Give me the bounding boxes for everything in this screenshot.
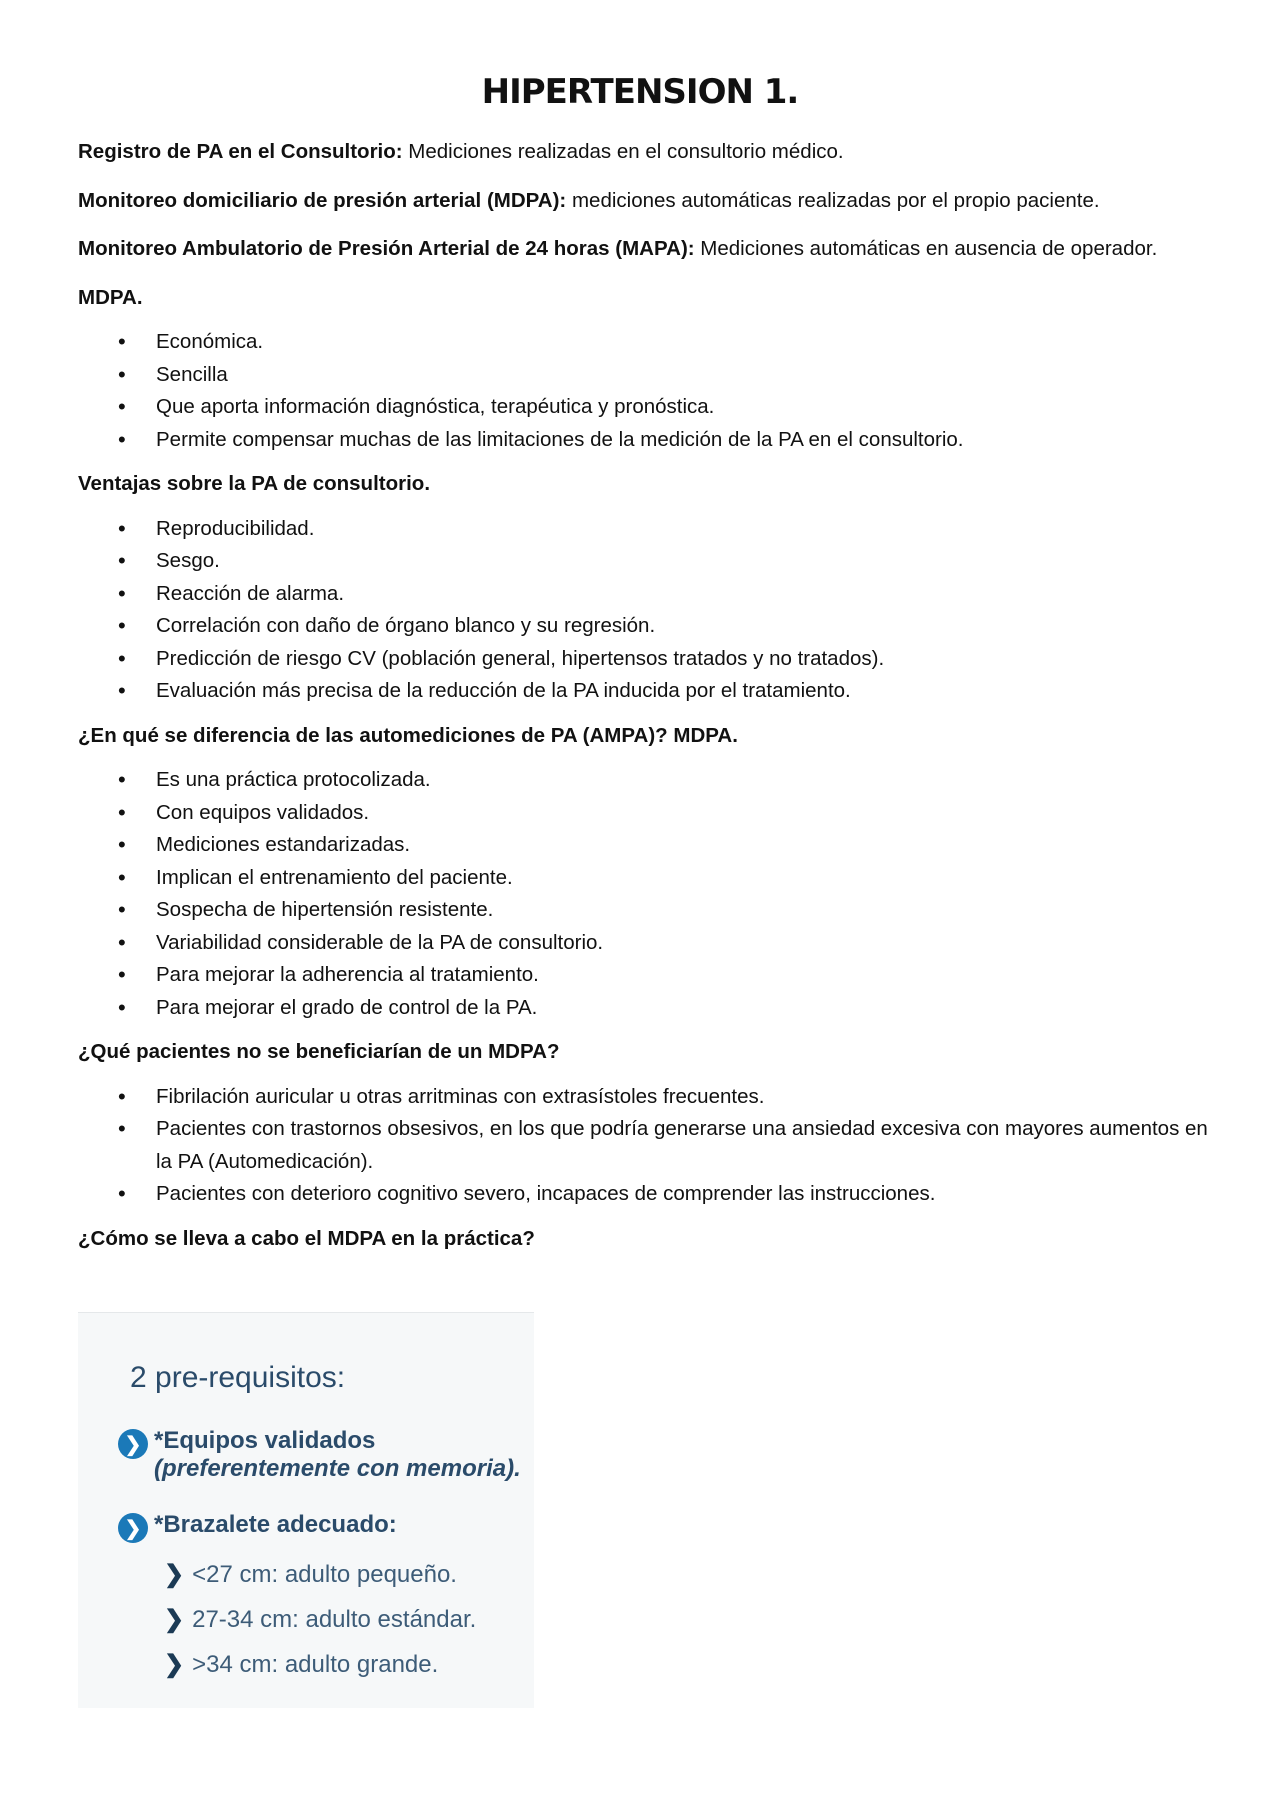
- document-body: [78, 136, 1218, 1267]
- list-item: • Económica.: [78, 326, 1218, 359]
- pacientes-list: [78, 1081, 1218, 1211]
- definition-term: Monitoreo domiciliario de presión arterial (MDPA):: [78, 188, 567, 212]
- list-item: • Para mejorar la adherencia al tratamiento.: [78, 959, 1218, 992]
- definition-text: Mediciones realizadas en el consultorio médico.: [402, 140, 844, 163]
- list-item: • Implican el entrenamiento del paciente.: [78, 862, 1218, 895]
- size-text: <27 cm: adulto pequeño.: [192, 1560, 457, 1588]
- chevron-right-icon: ❯: [164, 1561, 185, 1588]
- prerequisite-brazalete: [118, 1511, 397, 1543]
- list-item: • Sesgo.: [78, 545, 1218, 578]
- list-item: • Con equipos validados.: [78, 797, 1218, 830]
- list-item: • Mediciones estandarizadas.: [78, 829, 1218, 862]
- list-item: • Correlación con daño de órgano blanco y su regresión.: [78, 610, 1218, 643]
- definition-term: Monitoreo Ambulatorio de Presión Arterial de 24 horas (MAPA):: [78, 237, 695, 260]
- list-item: • Sencilla: [78, 359, 1218, 392]
- list-item: • Fibrilación auricular u otras arritminas con extrasístoles frecuentes.: [78, 1081, 1218, 1114]
- size-item: [164, 1560, 457, 1589]
- list-item: • Predicción de riesgo CV (población general, hipertensos tratados y no tratados).: [78, 643, 1218, 676]
- ventajas-list: [78, 513, 1218, 708]
- definition-2: [78, 185, 1218, 218]
- page-title: HIPERTENSION 1.: [481, 72, 799, 112]
- list-item: • Sospecha de hipertensión resistente.: [78, 894, 1218, 927]
- prerequisite-text: [154, 1427, 521, 1483]
- list-item: • Reproducibilidad.: [78, 513, 1218, 546]
- chevron-right-icon: ❯: [164, 1606, 185, 1633]
- section-heading-pacientes: ¿Qué pacientes no se beneficiarían de un MDPA?: [78, 1040, 560, 1063]
- list-item: • Evaluación más precisa de la reducción de la PA inducida por el tratamiento.: [78, 675, 1218, 708]
- prerequisites-figure: [78, 1312, 534, 1708]
- figure-title: 2 pre-requisitos:: [130, 1361, 346, 1394]
- prerequisite-equipos: [118, 1427, 521, 1483]
- list-item: • Reacción de alarma.: [78, 578, 1218, 611]
- mdpa-list: [78, 326, 1218, 456]
- section-heading-mdpa: MDPA.: [78, 285, 143, 309]
- chevron-right-icon: ❯: [164, 1651, 185, 1678]
- list-item: • Pacientes con deterioro cognitivo severo, incapaces de comprender las instrucciones.: [78, 1178, 1218, 1211]
- definition-term: Registro de PA en el Consultorio:: [78, 140, 403, 163]
- prerequisite-main: *Equipos validados: [154, 1427, 376, 1454]
- definition-text: Mediciones automáticas en ausencia de operador.: [694, 237, 1158, 260]
- size-item: [164, 1650, 438, 1679]
- diferencia-list: [78, 764, 1218, 1024]
- chevron-circle-icon: ❯: [118, 1513, 148, 1543]
- section-heading-ventajas: Ventajas sobre la PA de consultorio.: [78, 472, 431, 495]
- size-text: 27-34 cm: adulto estándar.: [192, 1605, 477, 1633]
- prerequisite-main: *Brazalete adecuado:: [154, 1511, 397, 1538]
- definition-text: mediciones automáticas realizadas por el propio paciente.: [566, 188, 1100, 212]
- section-heading-diferencia: ¿En qué se diferencia de las automediciones de PA (AMPA)? MDPA.: [78, 723, 738, 747]
- list-item: • Pacientes con trastornos obsesivos, en los que podría generarse una ansiedad excesiva con mayores aumentos en la PA (Automedicación).: [78, 1113, 1218, 1178]
- prerequisite-sub: (preferentemente con memoria).: [154, 1455, 521, 1482]
- list-item: • Permite compensar muchas de las limitaciones de la medición de la PA en el consultorio.: [78, 424, 1218, 457]
- section-heading-practica: ¿Cómo se lleva a cabo el MDPA en la práctica?: [78, 1226, 535, 1250]
- size-text: >34 cm: adulto grande.: [192, 1650, 439, 1678]
- list-item: • Es una práctica protocolizada.: [78, 764, 1218, 797]
- size-item: [164, 1605, 476, 1634]
- list-item: • Que aporta información diagnóstica, terapéutica y pronóstica.: [78, 391, 1218, 424]
- definition-3: [78, 233, 1218, 266]
- list-item: • Para mejorar el grado de control de la PA.: [78, 992, 1218, 1025]
- chevron-circle-icon: ❯: [118, 1429, 148, 1459]
- definition-1: [78, 136, 1218, 169]
- list-item: • Variabilidad considerable de la PA de consultorio.: [78, 927, 1218, 960]
